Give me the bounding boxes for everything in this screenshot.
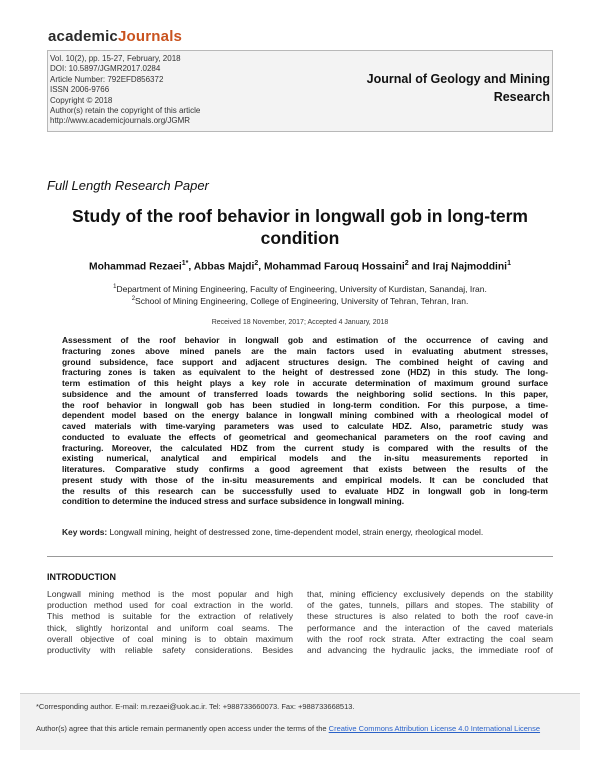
publisher-logo: [48, 28, 182, 45]
intro-line: productivity with reliable safety considerations. Besides: [47, 645, 293, 656]
affiliation-2: [20, 296, 580, 306]
section-divider: [47, 556, 553, 557]
author-name: Abbas Majdi: [193, 261, 255, 273]
abstract-line: term estimation of this height plays a key role in accurate determination of maximum ground surface: [62, 378, 548, 388]
author-affiliation-mark: 2: [254, 260, 259, 267]
abstract-line: ground subsidence, face support and adjacent structures design. The combined height of caving and: [62, 356, 548, 367]
intro-line: and advancing the hydraulic jacks, the immediate roof of: [307, 645, 553, 656]
intro-line: with the roof rock strata. After extracting the coal seam: [307, 633, 553, 644]
keywords-text: Longwall mining, height of destressed zone, time-dependent model, strain energy, rheological model.: [107, 527, 484, 537]
logo-part2: Journals: [117, 28, 183, 45]
journal-name: Journal of Geology and Mining Research: [366, 72, 550, 104]
abstract: [62, 335, 548, 507]
introduction-heading: INTRODUCTION: [47, 572, 116, 582]
intro-column-left: [47, 589, 293, 656]
article-meta-lines: [50, 54, 200, 127]
logo-part1: academic: [48, 28, 118, 45]
meta-copyright: Copyright © 2018: [50, 95, 113, 105]
paper-type: Full Length Research Paper: [47, 178, 209, 193]
author-name: Iraj Najmoddini: [432, 261, 508, 273]
abstract-line: the roof behavior in longwall gob has been studied in long-term condition. For this purpose, a time-: [62, 399, 548, 410]
meta-doi: DOI: 10.5897/JGMR2017.0284: [50, 64, 161, 74]
license-text: Author(s) agree that this article remain permanently open access under the terms of the: [36, 724, 329, 733]
meta-article-number: Article Number: 792EFD856372: [50, 74, 164, 84]
author-affiliation-mark: 1: [507, 260, 511, 267]
paper-title: Study of the roof behavior in longwall gob in long-term condition: [72, 206, 528, 248]
affiliation-text: Department of Mining Engineering, Faculty of Engineering, University of Kurdistan, Sanandaj, Iran.: [116, 284, 487, 294]
corresponding-author: *Corresponding author. E-mail: m.rezaei@uok.ac.ir. Tel: +988733660073. Fax: +988733668513.: [36, 702, 355, 711]
meta-url: http://www.academicjournals.org/JGMR: [50, 116, 191, 126]
abstract-line: conducted to evaluate the effects of geometrical and geomechanical parameters on the roof caving and: [62, 431, 548, 442]
affiliation-text: School of Mining Engineering, College of Engineering, University of Tehran, Tehran, Iran.: [135, 296, 469, 306]
intro-line: Longwall mining method is the most popular and high: [47, 589, 293, 599]
intro-line: these structures is also related to both the roof cave-in: [307, 611, 553, 622]
abstract-line: condition to determine the induced stress and surface subsidence in longwall mining.: [62, 496, 405, 507]
affiliation-mark: 1: [113, 284, 117, 291]
author-list: [20, 260, 580, 272]
author-affiliation-mark: 2: [404, 260, 409, 267]
abstract-line: existing numerical, analytical and empirical models and the in-situ measurements reported in: [62, 453, 548, 464]
intro-line: of the gates, tunnels, pillars and stopes. The stability of: [307, 600, 553, 611]
author-separator: ,: [188, 261, 194, 273]
intro-line: performance and the interaction of the caved materials: [307, 622, 553, 633]
meta-issn: ISSN 2006-9766: [50, 85, 110, 95]
received-dates: Received 18 November, 2017; Accepted 4 January, 2018: [211, 319, 389, 326]
keywords: [62, 526, 548, 538]
intro-line: thick, slightly horizontal and uniform coal seams. The: [47, 622, 293, 633]
affiliation-1: [20, 284, 580, 294]
abstract-line: subsidence and the amount of transferred loads towards the neighboring solid sections. In this paper,: [62, 388, 548, 399]
abstract-line: caved materials with time-varying parameters was used to calculate HDZ. Also, parametric study was: [62, 421, 548, 431]
author-affiliation-mark: 1*: [181, 260, 189, 267]
abstract-line: literatures. Comparative study confirms a good agreement that exists between the results of the: [62, 464, 548, 474]
license-notice: [36, 724, 556, 735]
abstract-line: fracturing. Moreover, the calculated HDZ from the current study is compared with the results of the: [62, 442, 548, 453]
abstract-line: fracturing zones is taken as equivalent to the height of destressed zone (HDZ) in this study. The long-: [62, 367, 548, 378]
abstract-line: present study with those of the in-situ measurements and empirical models. It can be concluded that: [62, 474, 548, 485]
intro-line: overall objective of coal mining is to obtain maximum: [47, 633, 293, 644]
author-conjunction: and: [408, 261, 433, 273]
meta-volume: Vol. 10(2), pp. 15-27, February, 2018: [50, 54, 181, 63]
author-name: Mohammad Farouq Hossaini: [263, 261, 405, 273]
meta-rights: Author(s) retain the copyright of this article: [50, 105, 201, 115]
intro-line: production method used for coal extraction in the world.: [47, 600, 293, 611]
author-separator: ,: [258, 261, 264, 273]
abstract-line: dependent model based on the energy balance in longwall mining combined with a rheological model of: [62, 410, 548, 421]
license-link[interactable]: Creative Commons Attribution License 4.0 International License: [328, 724, 541, 733]
author-name: Mohammad Rezaei: [89, 261, 182, 273]
abstract-line: Assessment of the roof behavior in longwall gob and estimation of the occurrence of caving and: [62, 335, 548, 345]
keywords-label: Key words:: [62, 527, 108, 537]
affiliation-mark: 2: [131, 296, 136, 303]
intro-line: This method is suitable for the extraction of relatively: [47, 611, 293, 622]
intro-column-right: [307, 589, 553, 656]
abstract-line: fracturing zones above mined panels are the main factors used in evaluating abutment stresses,: [62, 345, 548, 356]
intro-line: that, mining efficiency exclusively depends on the stability: [307, 589, 553, 599]
abstract-line: the results of this research can be successfully used to evaluate HDZ in longwall gob in long-term: [62, 485, 548, 496]
